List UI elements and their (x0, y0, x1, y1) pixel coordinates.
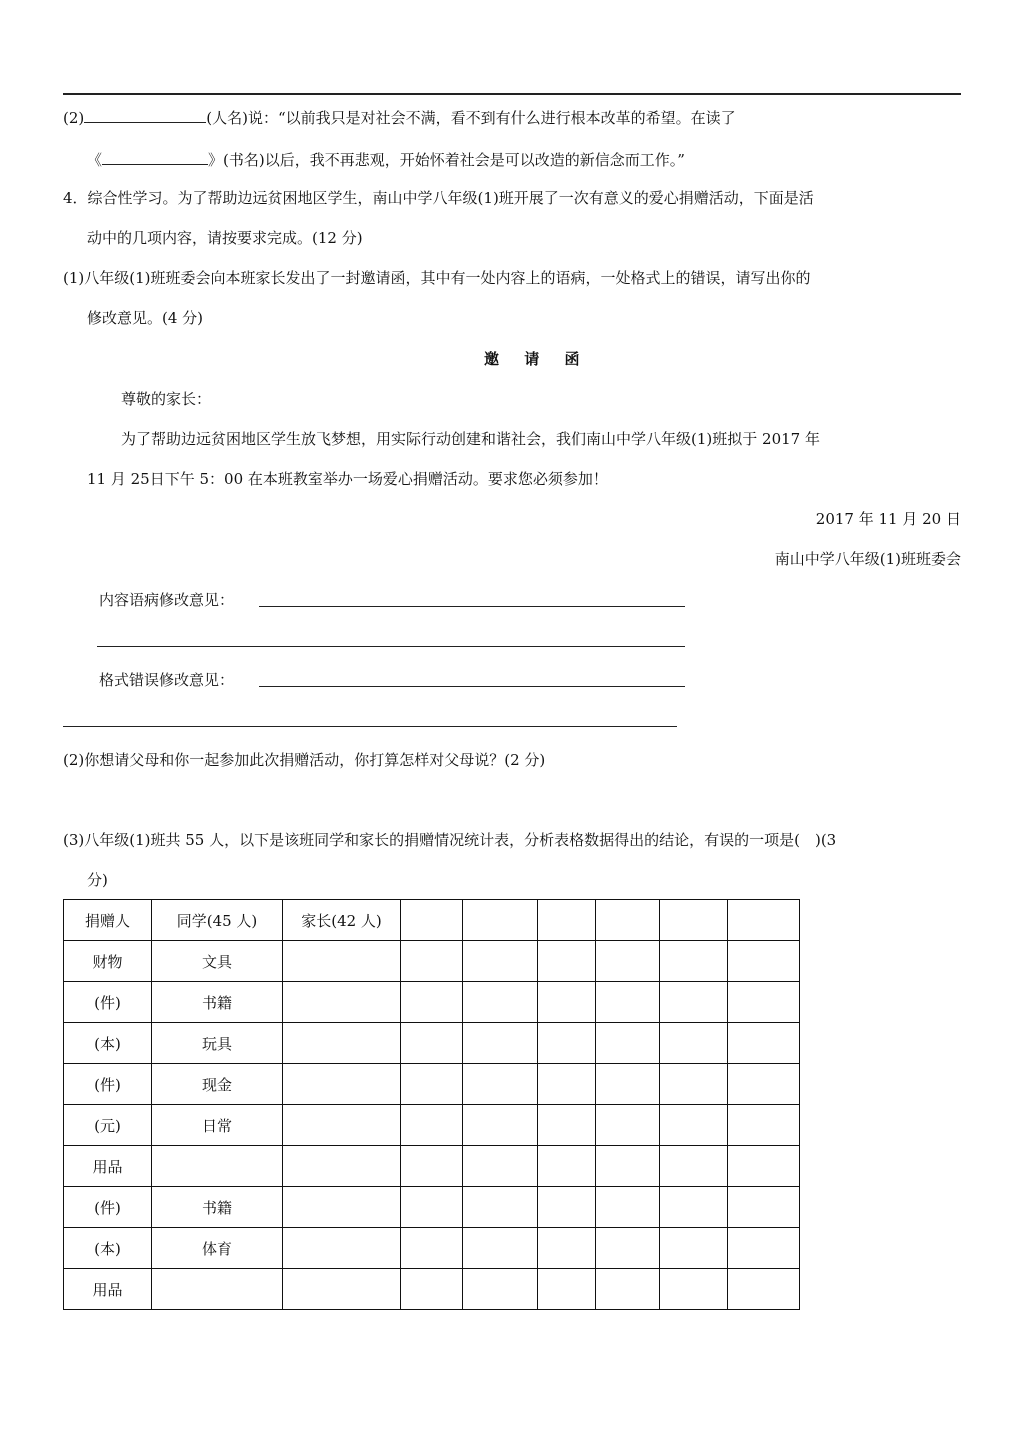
table-row (64, 1228, 800, 1269)
table-cell (283, 1023, 401, 1064)
table-cell (728, 1228, 800, 1269)
q4-2-text: (2)你想请父母和你一起参加此次捐赠活动，你打算怎样对父母说？(2 分) (63, 751, 546, 769)
table-cell: 同学(45 人) (152, 900, 283, 941)
table-cell (283, 1228, 401, 1269)
donation-table (63, 899, 800, 1310)
table-cell (596, 1105, 660, 1146)
table-cell (728, 941, 800, 982)
table-cell: 用品 (64, 1269, 152, 1310)
q3-2-open-book: 《 (87, 151, 103, 169)
table-cell (401, 1228, 463, 1269)
table-cell (401, 941, 463, 982)
table-cell: (本) (64, 1023, 152, 1064)
table-cell (596, 1146, 660, 1187)
table-cell (596, 900, 660, 941)
table-cell (152, 1269, 283, 1310)
q4-3-line1: (3)八年级(1)班共 55 人，以下是该班同学和家长的捐赠情况统计表，分析表格数据得出的结论，有误的一项是( )(3 (63, 831, 837, 849)
format-fix-line[interactable] (259, 686, 685, 687)
table-cell (728, 1064, 800, 1105)
table-cell (463, 1064, 538, 1105)
q3-2-prefix: (2) (63, 109, 85, 127)
q4-1-line1: (1)八年级(1)班班委会向本班家长发出了一封邀请函，其中有一处内容上的语病，一处格式上的错误，请写出你的 (63, 269, 811, 287)
table-cell: (件) (64, 982, 152, 1023)
header-rule (63, 93, 961, 95)
table-cell (660, 1228, 728, 1269)
letter-date: 2017 年 11 月 20 日 (815, 510, 961, 528)
table-cell (463, 982, 538, 1023)
table-cell (463, 1146, 538, 1187)
table-cell: 书籍 (152, 982, 283, 1023)
table-cell (596, 1187, 660, 1228)
q3-2-text2: 》(书名)以后，我不再悲观，开始怀着社会是可以改造的新信念而工作。” (208, 151, 685, 169)
table-cell (728, 1187, 800, 1228)
table-cell: (件) (64, 1187, 152, 1228)
format-fix-label: 格式错误修改意见： (99, 671, 235, 689)
table-cell (152, 1146, 283, 1187)
table-cell (401, 1269, 463, 1310)
table-cell (463, 1228, 538, 1269)
donation-table-body (64, 900, 800, 1310)
table-cell (660, 1269, 728, 1310)
table-cell (463, 900, 538, 941)
table-cell: 现金 (152, 1064, 283, 1105)
letter-title: 邀 请 函 (484, 350, 590, 368)
q4-3-line2: 分) (87, 871, 108, 889)
table-cell (538, 1269, 596, 1310)
q3-2-line1 (63, 106, 736, 128)
table-cell (660, 1146, 728, 1187)
table-cell (283, 982, 401, 1023)
table-row (64, 900, 800, 941)
table-cell: 文具 (152, 941, 283, 982)
table-cell (596, 941, 660, 982)
q4-1-line2: 修改意见。(4 分) (87, 309, 204, 327)
table-cell (596, 1228, 660, 1269)
table-cell (401, 900, 463, 941)
table-row (64, 982, 800, 1023)
table-cell (538, 1064, 596, 1105)
table-cell (596, 982, 660, 1023)
table-cell (596, 1023, 660, 1064)
q4-line2: 动中的几项内容，请按要求完成。(12 分) (87, 229, 363, 247)
table-cell (660, 1064, 728, 1105)
table-cell (660, 941, 728, 982)
table-cell: 捐赠人 (64, 900, 152, 941)
q3-2-line2 (87, 148, 685, 170)
table-cell (660, 1105, 728, 1146)
q4-line1: 4．综合性学习。为了帮助边远贫困地区学生，南山中学八年级(1)班开展了一次有意义的爱心捐赠活动，下面是活 (63, 189, 814, 207)
table-cell: (元) (64, 1105, 152, 1146)
table-cell (660, 1187, 728, 1228)
table-cell: 玩具 (152, 1023, 283, 1064)
table-cell (538, 900, 596, 941)
table-cell (283, 1105, 401, 1146)
table-cell (463, 1023, 538, 1064)
table-cell (283, 1187, 401, 1228)
table-cell: (件) (64, 1064, 152, 1105)
table-cell (728, 1105, 800, 1146)
table-cell (728, 1146, 800, 1187)
table-cell (538, 1023, 596, 1064)
table-cell (728, 900, 800, 941)
section-divider (63, 726, 677, 727)
table-cell (538, 1105, 596, 1146)
content-fix-label: 内容语病修改意见： (99, 591, 235, 609)
table-cell (401, 1023, 463, 1064)
table-cell (401, 1105, 463, 1146)
table-cell: (本) (64, 1228, 152, 1269)
table-row (64, 1064, 800, 1105)
table-cell (538, 941, 596, 982)
table-cell (401, 982, 463, 1023)
table-cell (660, 900, 728, 941)
table-cell (596, 1269, 660, 1310)
table-cell (538, 1146, 596, 1187)
book-name-blank[interactable] (102, 148, 208, 165)
table-cell (660, 1023, 728, 1064)
table-cell (463, 1187, 538, 1228)
table-cell (283, 1064, 401, 1105)
table-row (64, 941, 800, 982)
person-name-blank[interactable] (84, 106, 206, 123)
table-cell (538, 1187, 596, 1228)
letter-body-line1: 为了帮助边远贫困地区学生放飞梦想，用实际行动创建和谐社会，我们南山中学八年级(1)班拟于 2017 年 (121, 430, 820, 448)
table-cell (401, 1187, 463, 1228)
table-row (64, 1269, 800, 1310)
letter-signature: 南山中学八年级(1)班班委会 (774, 550, 961, 568)
table-cell: 日常 (152, 1105, 283, 1146)
letter-greeting: 尊敬的家长： (121, 390, 212, 408)
table-cell (463, 941, 538, 982)
table-cell (596, 1064, 660, 1105)
table-cell (538, 982, 596, 1023)
table-cell (728, 1269, 800, 1310)
letter-body-line2: 11 月 25日下午 5：00 在本班教室举办一场爱心捐赠活动。要求您必须参加！ (87, 470, 608, 488)
table-row (64, 1146, 800, 1187)
table-cell: 体育 (152, 1228, 283, 1269)
content-fix-line2[interactable] (97, 646, 685, 647)
table-cell (538, 1228, 596, 1269)
table-cell (463, 1269, 538, 1310)
table-cell: 用品 (64, 1146, 152, 1187)
table-cell (401, 1064, 463, 1105)
table-cell (283, 1269, 401, 1310)
table-cell (463, 1105, 538, 1146)
table-cell (728, 1023, 800, 1064)
table-cell (283, 1146, 401, 1187)
content-fix-line1[interactable] (259, 606, 685, 607)
table-cell (283, 941, 401, 982)
table-row (64, 1105, 800, 1146)
table-row (64, 1187, 800, 1228)
table-row (64, 1023, 800, 1064)
table-cell (660, 982, 728, 1023)
table-cell: 家长(42 人) (283, 900, 401, 941)
table-cell (401, 1146, 463, 1187)
table-cell: 财物 (64, 941, 152, 982)
table-cell (728, 982, 800, 1023)
q3-2-text1: (人名)说：“以前我只是对社会不满，看不到有什么进行根本改革的希望。在读了 (206, 109, 736, 127)
table-cell: 书籍 (152, 1187, 283, 1228)
